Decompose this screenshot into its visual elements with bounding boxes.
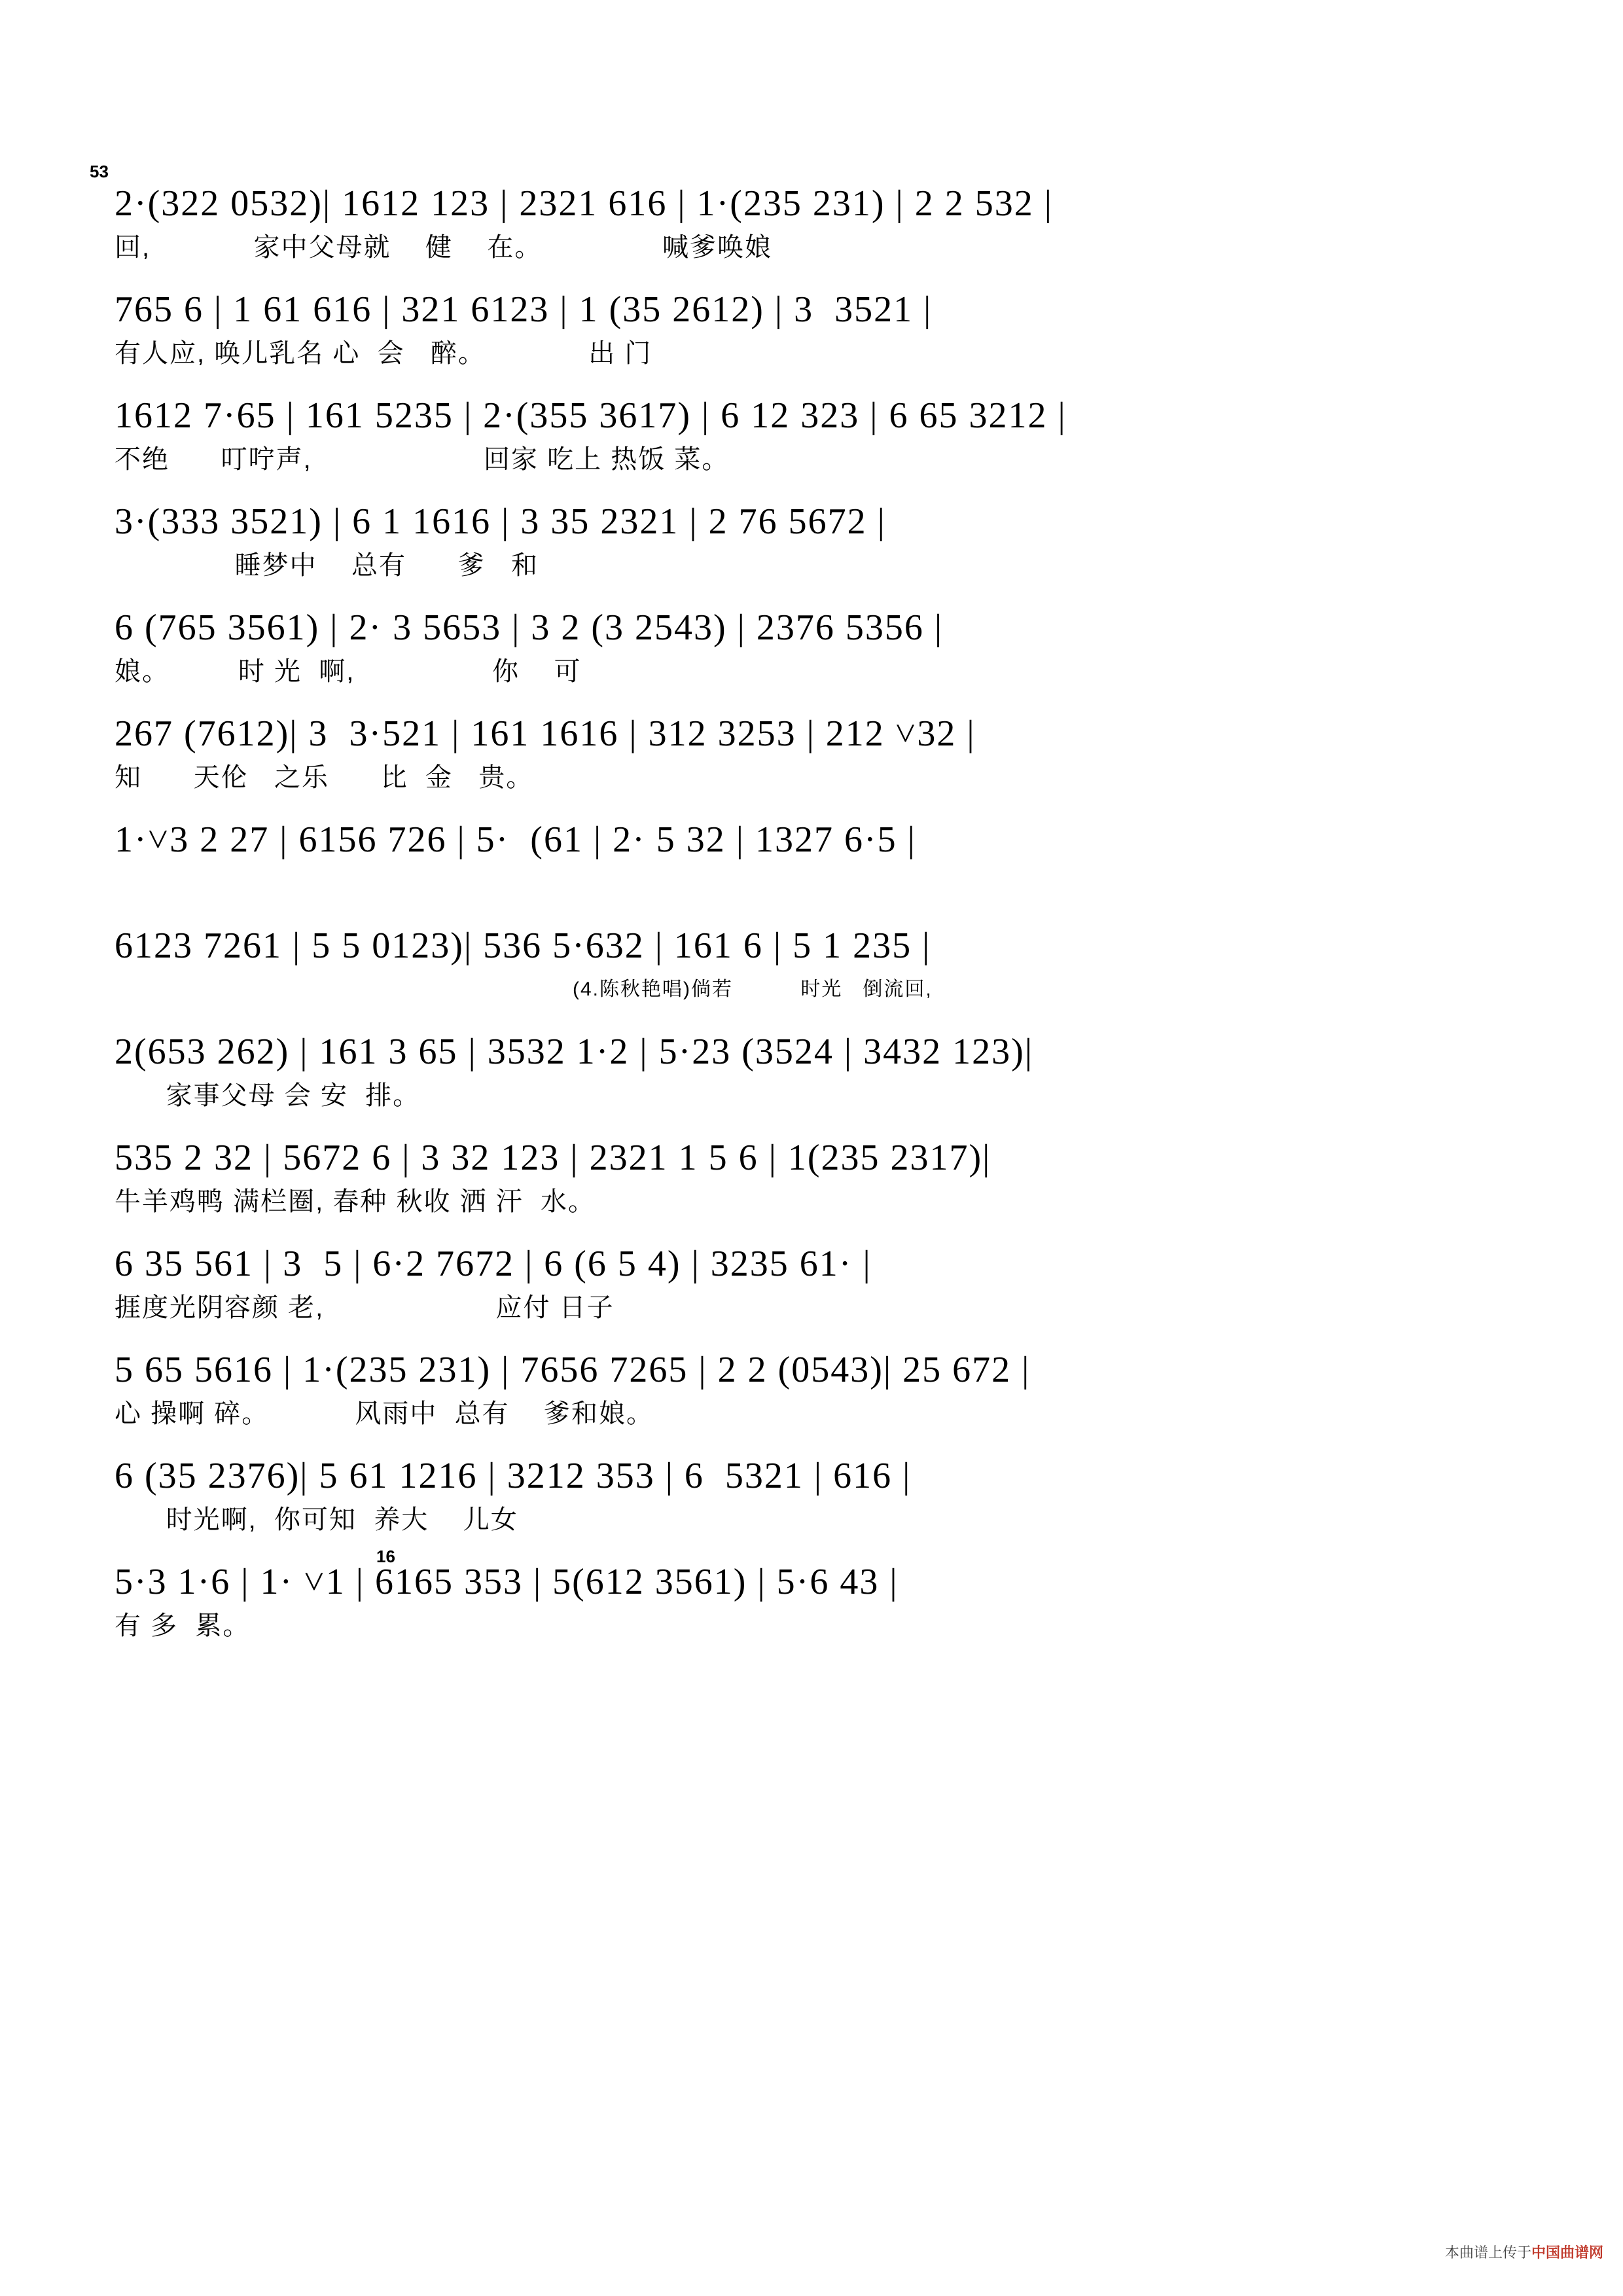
lyrics-row [115, 859, 1522, 903]
lyrics-row: 牛羊鸡鸭 满栏圈, 春种 秋收 洒 汗 水。 [115, 1187, 596, 1216]
lyrics-row: 睡梦中 总有 爹 和 [115, 550, 539, 580]
music-system [115, 1015, 1522, 1115]
notes-row: 535 2 32 | 5672 6 | 3 32 123 | 2321 1 5 6 | 1(235 2317)| [115, 1138, 991, 1179]
notes-row: 6 (35 2376)| 5 61 1216 | 3212 353 | 6 5321 | 616 | [115, 1456, 912, 1497]
lyrics-row: 捱度光阴容颜 老, 应付 日子 [115, 1293, 615, 1322]
lyrics-row: 回, 家中父母就 健 在。 喊爹唤娘 [115, 232, 772, 262]
footer-text: 本曲谱上传于 [1444, 2244, 1531, 2261]
lyrics-row: 心 操啊 碎。 风雨中 总有 爹和娘。 [115, 1399, 654, 1428]
notes-row: 1612 7·65 | 161 5235 | 2·(355 3617) | 6 12 323 | 6 65 3212 | [115, 395, 1067, 437]
lyrics-row: 有人应, 唤儿乳名 心 会 醉。 出 门 [115, 338, 652, 368]
lyrics-row: 家事父母 会 安 排。 [115, 1081, 421, 1110]
lyrics-row: 娘。 时 光 啊, 你 可 [115, 656, 582, 686]
music-system [115, 379, 1522, 478]
notes-row: 1·˅3 2 27 | 6156 726 | 5· (61 | 2· 5 32 | 1327 6·5 | [115, 819, 916, 861]
lyrics-row: 时光啊, 你可知 养大 儿女 [115, 1505, 518, 1534]
music-system [115, 909, 1522, 1009]
music-system [115, 1333, 1522, 1433]
music-system [115, 1545, 1522, 1645]
notes-row: 5·3 1·6 | 1· ˅1 | 6165 353 | 5(612 3561) | 5·6 43 | [115, 1562, 899, 1603]
notes-row: 6 35 561 | 3 5 | 6·2 7672 | 6 (6 5 4) | 3235 61· | [115, 1244, 872, 1285]
music-system [115, 803, 1522, 903]
notes-row: 6 (765 3561) | 2· 3 5653 | 3 2 (3 2543) | 2376 5356 | [115, 607, 944, 649]
notes-row: 2·(322 0532)| 1612 123 | 2321 616 | 1·(235 231) | 2 2 532 | [115, 183, 1053, 224]
music-system [115, 591, 1522, 691]
system-number: 16 [376, 1547, 395, 1566]
music-system [115, 1439, 1522, 1539]
notes-row: 5 65 5616 | 1·(235 231) | 7656 7265 | 2 2 (0543)| 25 672 | [115, 1350, 1031, 1391]
notes-row: 267 (7612)| 3 3·521 | 161 1616 | 312 3253 | 212 ˅32 | [115, 713, 976, 755]
music-system [115, 1121, 1522, 1221]
footer-brand: 中国曲谱网 [1531, 2244, 1603, 2261]
system-number: 53 [90, 162, 109, 181]
music-system [115, 485, 1522, 584]
music-system [115, 697, 1522, 797]
notes-row: 3·(333 3521) | 6 1 1616 | 3 35 2321 | 2 76 5672 | [115, 501, 886, 543]
notes-row: 765 6 | 1 61 616 | 321 6123 | 1 (35 2612) | 3 3521 | [115, 289, 933, 331]
notes-row: 6123 7261 | 5 5 0123)| 536 5·632 | 161 6 | 5 1 235 | [115, 925, 931, 967]
music-system [90, 162, 1522, 266]
lyrics-row: 知 天伦 之乐 比 金 贵。 [115, 762, 534, 792]
lyrics-row: (4.陈秋艳唱)倘若 时光 倒流回, [573, 978, 933, 1000]
lyrics-row: 不绝 叮咛声, 回家 吃上 热饭 菜。 [115, 444, 730, 474]
lyrics-row: 有 多 累。 [115, 1611, 251, 1640]
footer-credit [1429, 2225, 1603, 2279]
notes-row: 2(653 262) | 161 3 65 | 3532 1·2 | 5·23 (3524 | 3432 123)| [115, 1031, 1033, 1073]
score-body [90, 162, 1522, 1651]
music-system [115, 1227, 1522, 1327]
music-system [115, 273, 1522, 372]
